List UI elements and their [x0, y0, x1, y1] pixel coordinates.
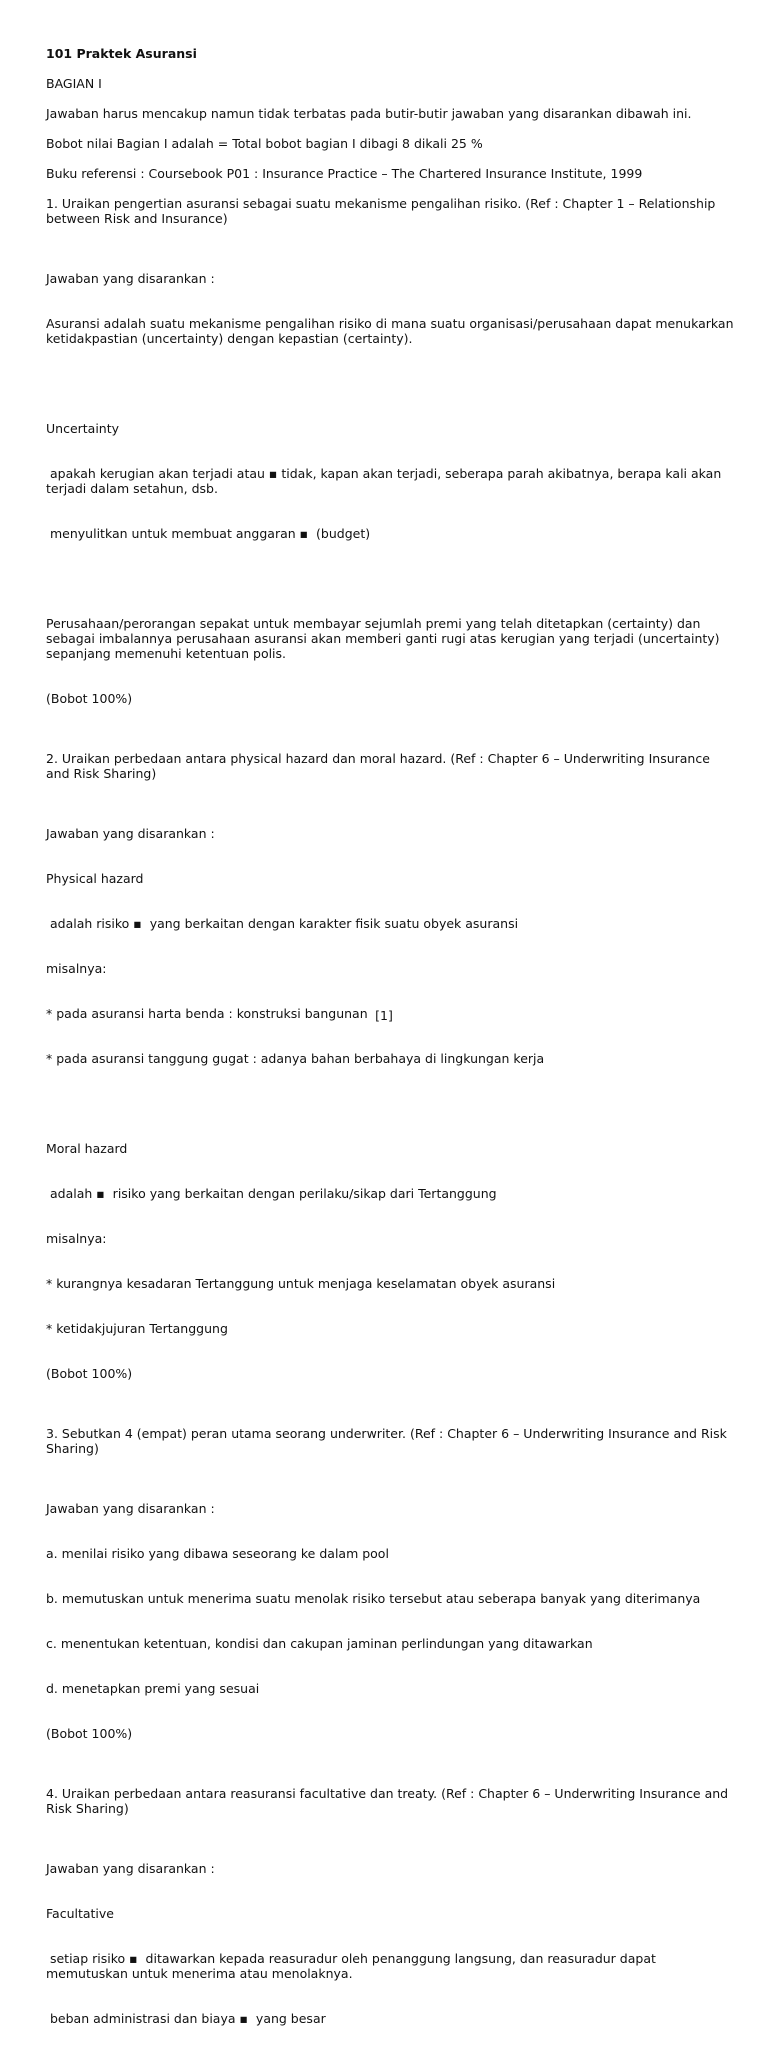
underwriter-roles-block [46, 1471, 736, 1771]
question-2: 2. Uraikan perbedaan antara physical hazard dan moral hazard. (Ref : Chapter 6 – Underwriting Insurance and Risk Sharing) [46, 751, 714, 781]
role-item-b: b. memutuskan untuk menerima suatu menolak risiko tersebut atau seberapa banyak yang diterimanya [46, 1591, 701, 1606]
facultative-heading: Facultative [46, 1906, 114, 1921]
answer-label: Jawaban yang disarankan : [46, 1861, 215, 1876]
answer-1 [46, 241, 736, 376]
weight-label: (Bobot 100%) [46, 1366, 133, 1381]
weight-label: (Bobot 100%) [46, 1726, 133, 1741]
example-label: misalnya: [46, 961, 107, 976]
moral-example-1: * kurangnya kesadaran Tertanggung untuk menjaga keselamatan obyek asuransi [46, 1276, 556, 1291]
facultative-point-2: beban administrasi dan biaya ▪ yang besar [46, 2011, 326, 2026]
uncertainty-point-2: menyulitkan untuk membuat anggaran ▪ (budget) [46, 526, 371, 541]
question-3: 3. Sebutkan 4 (empat) peran utama seorang underwriter. (Ref : Chapter 6 – Underwriting Insurance and Risk Sharing) [46, 1426, 731, 1456]
physical-hazard-block [46, 796, 736, 1096]
question-4: 4. Uraikan perbedaan antara reasuransi facultative dan treaty. (Ref : Chapter 6 – Underwriting Insurance and Risk Sharing) [46, 1786, 733, 1816]
section-heading: BAGIAN I [46, 76, 102, 91]
uncertainty-heading: Uncertainty [46, 421, 120, 436]
uncertainty-block [46, 391, 736, 571]
question-1: 1. Uraikan pengertian asuransi sebagai suatu mekanisme pengalihan risiko. (Ref : Chapter 1 – Relationship between Risk and Insurance) [46, 196, 720, 226]
document-body [46, 46, 736, 2048]
example-label: misalnya: [46, 1231, 107, 1246]
page-number: [1] [375, 1008, 393, 1023]
closing-text: Perusahaan/perorangan sepakat untuk membayar sejumlah premi yang telah ditetapkan (certainty) dan sebagai imbalannya perusahaan asuransi akan memberi ganti rugi atas kerugian yang terjadi (uncertainty) sepanjang memenuhi ketentuan polis. [46, 616, 724, 661]
answer-text: Asuransi adalah suatu mekanisme pengalihan risiko di mana suatu organisasi/perusahaan dapat menukarkan ketidakpastian (uncertainty) dengan kepastian (certainty). [46, 316, 738, 346]
role-item-c: c. menentukan ketentuan, kondisi dan cakupan jaminan perlindungan yang ditawarkan [46, 1636, 593, 1651]
moral-example-2: * ketidakjujuran Tertanggung [46, 1321, 228, 1336]
facultative-point-1: setiap risiko ▪ ditawarkan kepada reasuradur oleh penanggung langsung, dan reasuradur dapat memutuskan untuk menerima atau menolaknya. [46, 1951, 660, 1981]
role-item-a: a. menilai risiko yang dibawa seseorang ke dalam pool [46, 1546, 389, 1561]
physical-example-2: * pada asuransi tanggung gugat : adanya bahan berbahaya di lingkungan kerja [46, 1051, 545, 1066]
document-title: 101 Praktek Asuransi [46, 46, 197, 61]
answer-label: Jawaban yang disarankan : [46, 826, 215, 841]
moral-hazard-definition: adalah ▪ risiko yang berkaitan dengan perilaku/sikap dari Tertanggung [46, 1186, 497, 1201]
weight-note: Bobot nilai Bagian I adalah = Total bobot bagian I dibagi 8 dikali 25 % [46, 136, 483, 151]
q1-closing [46, 586, 736, 736]
reference-note: Buku referensi : Coursebook P01 : Insurance Practice – The Chartered Insurance Institute, 1999 [46, 166, 643, 181]
moral-hazard-heading: Moral hazard [46, 1141, 128, 1156]
weight-label: (Bobot 100%) [46, 691, 133, 706]
moral-hazard-block [46, 1111, 736, 1411]
physical-hazard-definition: adalah risiko ▪ yang berkaitan dengan karakter fisik suatu obyek asuransi [46, 916, 519, 931]
physical-example-1: * pada asuransi harta benda : konstruksi bangunan [46, 1006, 368, 1021]
answer-label: Jawaban yang disarankan : [46, 1501, 215, 1516]
intro-paragraph: Jawaban harus mencakup namun tidak terbatas pada butir-butir jawaban yang disarankan dibawah ini. [46, 106, 692, 121]
uncertainty-point-1: apakah kerugian akan terjadi atau ▪ tidak, kapan akan terjadi, seberapa parah akibatnya, berapa kali akan terjadi dalam setahun, dsb. [46, 466, 726, 496]
facultative-block [46, 1831, 736, 2048]
answer-label: Jawaban yang disarankan : [46, 271, 215, 286]
physical-hazard-heading: Physical hazard [46, 871, 144, 886]
role-item-d: d. menetapkan premi yang sesuai [46, 1681, 260, 1696]
